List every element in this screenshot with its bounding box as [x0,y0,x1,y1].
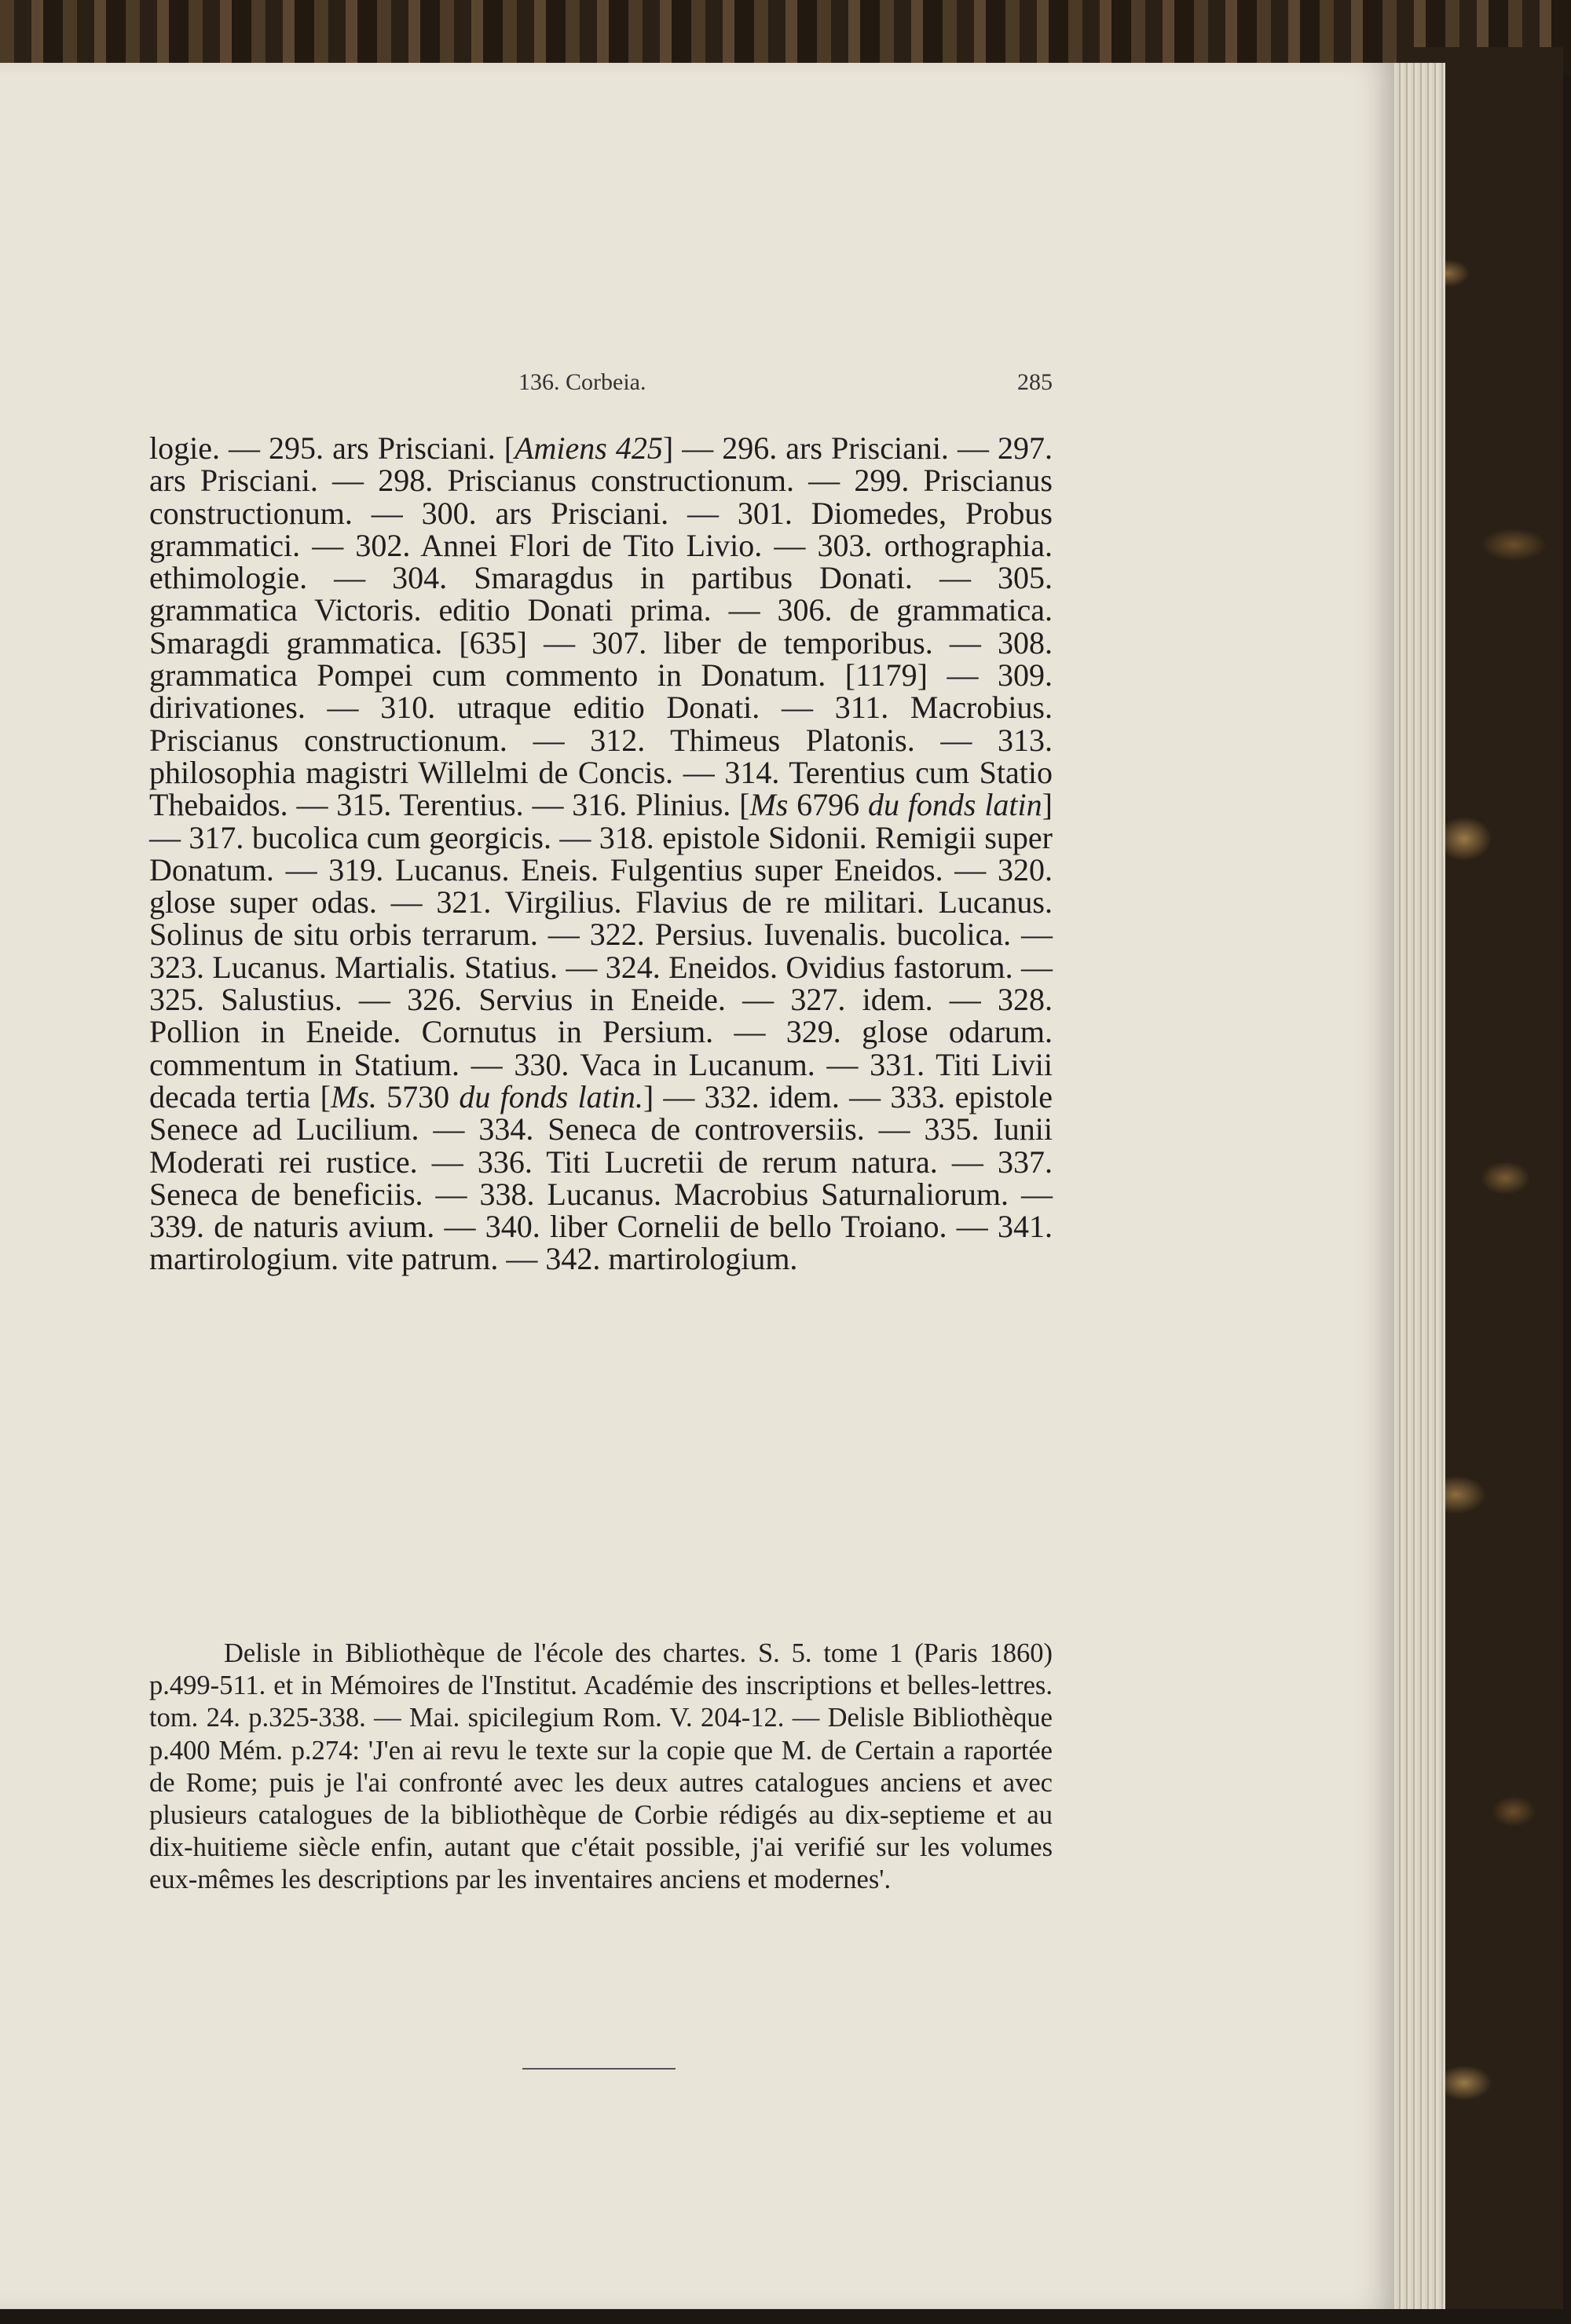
running-head [149,369,1053,408]
italic-run: du fonds latin [867,787,1042,823]
text-run: ] — 317. bucolica cum georgicis. — 318. epistole Sidonii. Remigii super Donatum. — 319. Lucanus. Eneis. Fulgentius super Eneidos. — 320. glose super odas. — 321. Virgilius. Flavius de re militari. Lucanus. Solinus de situ orbis terrarum. — 322. Persius. Iuvenalis. bucolica. — 323. Lucanus. Martialis. Statius. — 324. Eneidos. Ovidius fastorum. — 325. Salustius. — 326. Servius in Eneide. — 327. idem. — 328. Pollion in Eneide. Cornutus in Persium. — 329. glose odarum. commentum in Statium. — 330. Vaca in Lucanum. — 331. Titi Livii decada tertia [ [149,787,1053,1114]
note-paragraph: Delisle in Bibliothèque de l'école des chartes. S. 5. tome 1 (Paris 1860) p.499-511. et in Mémoires de l'Institut. Académie des inscriptions et belles-lettres. tom. 24. p.325-338. — Mai. spicilegium Rom. V. 204-12. — Delisle Bibliothèque p.400 Mém. p.274: 'J'en ai revu le texte sur la copie que M. de Certain a raportée de Rome; puis je l'ai confronté avec les deux autres catalogues anciens et avec plusieurs catalogues de la bibliothèque de Corbie rédigés au dix-septieme et au dix-huitieme siècle enfin, autant que c'était possible, j'ai verifié sur les volumes eux-mêmes les descriptions par les inventaires anciens et modernes'. [149,1638,1053,1895]
italic-run: Ms. [330,1078,377,1114]
text-run: logie. — 295. ars Prisciani. [ [149,430,515,466]
end-rule [522,2068,676,2070]
book-page [0,63,1394,2309]
text-run: ] — 296. ars Prisciani. — 297. ars Prisciani. — 298. Priscianus constructionum. — 299. Priscianus constructionum. — 300. ars Prisciani. — 301. Diomedes, Probus grammatici. — 302. Annei Flori de Tito Livio. — 303. orthographia. ethimologie. — 304. Smaragdus in partibus Donati. — 305. grammatica Victoris. editio Donati prima. — 306. de grammatica. Smaragdi grammatica. [635] — 307. liber de temporibus. — 308. grammatica Pompei cum commento in Donatum. [1179] — 309. dirivationes. — 310. utraque editio Donati. — 311. Macrobius. Priscianus constructionum. — 312. Thimeus Platonis. — 313. philosophia magistri Willelmi de Concis. — 314. Terentius cum Statio Thebaidos. — 315. Terentius. — 316. Plinius. [ [149,430,1053,823]
italic-run: du fonds latin. [459,1078,643,1114]
italic-run: Ms [749,787,789,823]
page-number: 285 [1017,369,1053,395]
catalog-text [149,432,1053,1275]
text-run: ] — 332. idem. — 333. epistole Senece ad Lucilium. — 334. Seneca de controversiis. — 335. Iunii Moderati rei rustice. — 336. Titi Lucretii de rerum natura. — 337. Seneca de beneficiis. — 338. Lucanus. Macrobius Saturnaliorum. — 339. de naturis avium. — 340. liber Cornelii de bello Troiano. — 341. martirologium. vite patrum. — 342. martirologium. [149,1078,1053,1277]
text-run: 5730 [376,1078,460,1114]
text-run: 6796 [788,787,868,823]
source-note [149,1638,1053,1897]
running-head-title: 136. Corbeia. [518,369,646,395]
italic-run: Amiens 425 [515,430,663,466]
